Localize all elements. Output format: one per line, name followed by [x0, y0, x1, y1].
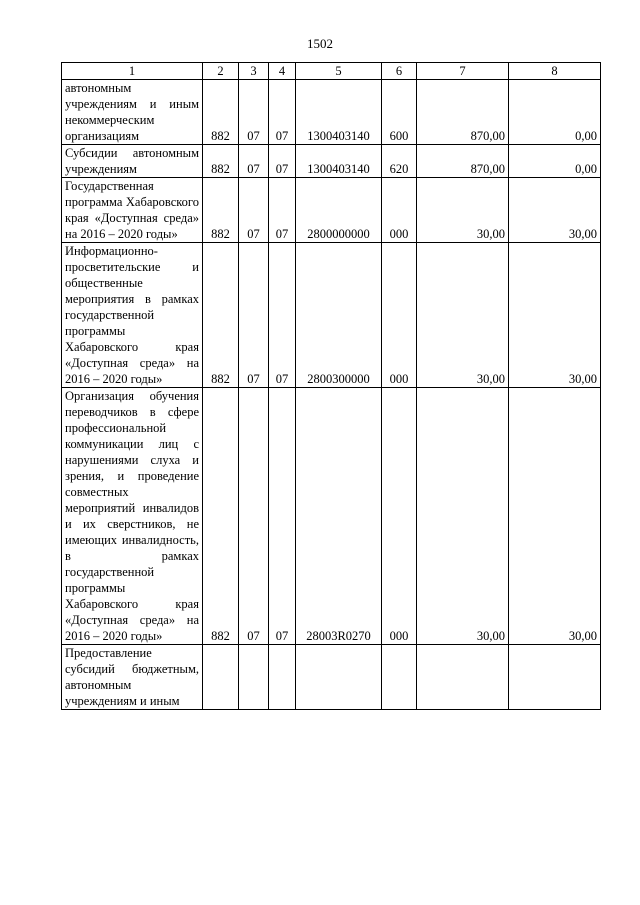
cell-amount-2: 0,00	[509, 80, 601, 145]
cell-ministry-code: 882	[203, 243, 239, 388]
cell-expense-type: 600	[382, 80, 417, 145]
cell-section: 07	[239, 243, 269, 388]
cell-subsection: 07	[269, 388, 296, 645]
cell-amount-1: 870,00	[417, 145, 509, 178]
cell-ministry-code: 882	[203, 80, 239, 145]
cell-amount-1: 870,00	[417, 80, 509, 145]
cell-ministry-code	[203, 645, 239, 710]
cell-target-article	[296, 645, 382, 710]
cell-section	[239, 645, 269, 710]
cell-amount-2: 0,00	[509, 145, 601, 178]
header-col-1: 1	[62, 63, 203, 80]
cell-subsection: 07	[269, 243, 296, 388]
cell-target-article: 1300403140	[296, 145, 382, 178]
cell-subsection: 07	[269, 145, 296, 178]
header-col-5: 5	[296, 63, 382, 80]
table-row	[62, 388, 601, 645]
header-col-8: 8	[509, 63, 601, 80]
header-col-2: 2	[203, 63, 239, 80]
cell-amount-2	[509, 645, 601, 710]
header-col-6: 6	[382, 63, 417, 80]
row-description: Государственная программа Хабаровского края «Доступная среда» на 2016 – 2020 годы»	[62, 178, 203, 243]
cell-ministry-code: 882	[203, 178, 239, 243]
page-number: 1502	[307, 36, 333, 51]
row-description: автономным учреждениям и иным некоммерческим организациям	[62, 80, 203, 145]
cell-expense-type: 000	[382, 243, 417, 388]
cell-section: 07	[239, 388, 269, 645]
table-row	[62, 145, 601, 178]
cell-section: 07	[239, 145, 269, 178]
cell-amount-1	[417, 645, 509, 710]
header-col-7: 7	[417, 63, 509, 80]
cell-subsection: 07	[269, 80, 296, 145]
cell-ministry-code: 882	[203, 388, 239, 645]
header-row	[62, 63, 601, 80]
cell-amount-2: 30,00	[509, 388, 601, 645]
cell-expense-type	[382, 645, 417, 710]
row-description: Предоставление субсидий бюджетным, автономным учреждениям и иным	[62, 645, 203, 710]
header-col-4: 4	[269, 63, 296, 80]
cell-amount-1: 30,00	[417, 388, 509, 645]
table-row	[62, 178, 601, 243]
cell-amount-1: 30,00	[417, 178, 509, 243]
cell-target-article: 1300403140	[296, 80, 382, 145]
cell-amount-1: 30,00	[417, 243, 509, 388]
row-description: Информационно-просветительские и общественные мероприятия в рамках государственной программы Хабаровского края «Доступная среда» на 2016 – 2020 годы»	[62, 243, 203, 388]
table-row	[62, 80, 601, 145]
table-row	[62, 243, 601, 388]
row-description: Субсидии автономным учреждениям	[62, 145, 203, 178]
cell-ministry-code: 882	[203, 145, 239, 178]
cell-subsection: 07	[269, 178, 296, 243]
cell-expense-type: 000	[382, 388, 417, 645]
cell-amount-2: 30,00	[509, 243, 601, 388]
budget-table	[61, 62, 601, 710]
header-col-3: 3	[239, 63, 269, 80]
cell-target-article: 28003R0270	[296, 388, 382, 645]
cell-section: 07	[239, 178, 269, 243]
table-row	[62, 645, 601, 710]
cell-expense-type: 620	[382, 145, 417, 178]
cell-target-article: 2800300000	[296, 243, 382, 388]
row-description: Организация обучения переводчиков в сфере профессиональной коммуникации лиц с нарушениями слуха и зрения, и проведение совместных мероприятий инвалидов и их сверстников, не имеющих инвалидность, в рамках государственной программы Хабаровского края «Доступная среда» на 2016 – 2020 годы»	[62, 388, 203, 645]
cell-amount-2: 30,00	[509, 178, 601, 243]
cell-section: 07	[239, 80, 269, 145]
cell-target-article: 2800000000	[296, 178, 382, 243]
cell-subsection	[269, 645, 296, 710]
cell-expense-type: 000	[382, 178, 417, 243]
